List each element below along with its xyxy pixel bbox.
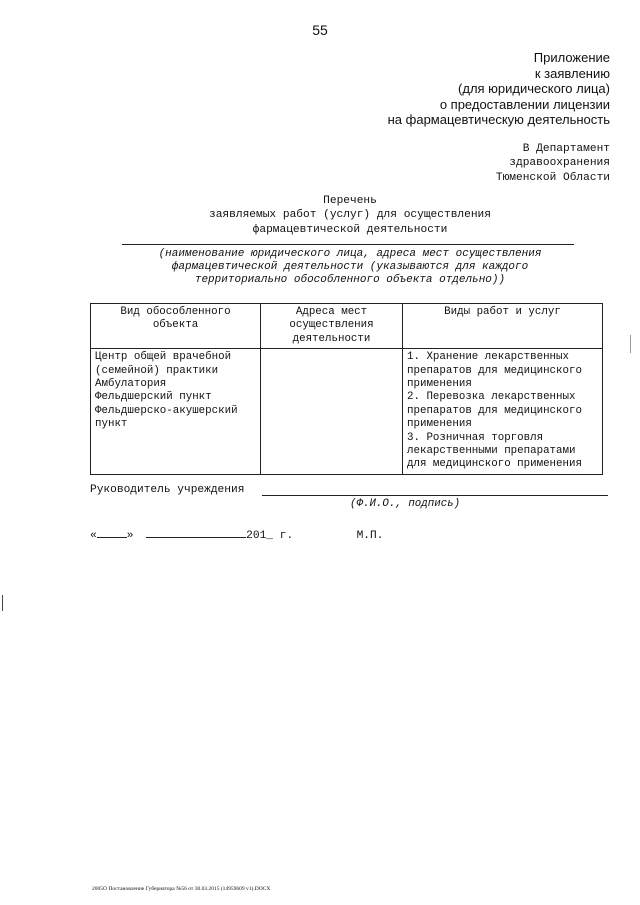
date-row	[90, 526, 383, 542]
object-item: Фельдшерский пункт	[95, 391, 212, 404]
subtitle-line-1: (наименование юридического лица, адреса мест осуществления	[158, 248, 542, 260]
service-item: 3. Розничная торговля лекарственными препаратами для медицинского применения	[407, 431, 582, 471]
works-table	[90, 303, 603, 475]
table-header-row	[91, 304, 603, 349]
title-line-1: Перечень	[323, 195, 377, 207]
table-row	[91, 349, 603, 475]
signature-label: Руководитель учреждения	[90, 484, 245, 496]
appendix-header	[388, 50, 610, 128]
date-open-quote: «	[90, 530, 97, 542]
object-item: Фельдшерско-акушерский пункт	[95, 404, 238, 431]
appendix-line-5: на фармацевтическую деятельность	[387, 112, 610, 128]
scan-edge-mark	[630, 335, 639, 353]
recipient-block	[496, 142, 610, 185]
appendix-line-3: (для юридического лица)	[458, 81, 610, 97]
signature-caption: (Ф.И.О., подпись)	[350, 498, 461, 510]
date-close-quote: »	[126, 530, 134, 542]
scan-margin-mark	[2, 595, 6, 611]
document-footer: 2005О Постановление Губернатора №56 от 30.03.2015 (14959609 v1).DOCX	[92, 886, 271, 892]
service-item: 2. Перевозка лекарственных препаратов для медицинского применения	[407, 391, 582, 431]
service-item: 1. Хранение лекарственных препаратов для медицинского применения	[407, 351, 582, 391]
appendix-line-1: Приложение	[533, 50, 610, 65]
signature-line	[262, 495, 608, 496]
addresses-cell	[261, 349, 403, 475]
seal-placeholder: М.П.	[356, 530, 384, 542]
header-services: Виды работ и услуг	[403, 304, 603, 349]
subtitle-line-3: территориально обособленного объекта отдельно))	[194, 274, 506, 287]
title-line-3: фармацевтической деятельности	[252, 223, 448, 236]
appendix-line-2: к заявлению	[534, 65, 610, 81]
services-cell	[403, 349, 603, 475]
object-types-cell	[91, 349, 261, 475]
month-blank	[146, 526, 246, 538]
organization-name-caption	[100, 248, 600, 288]
document-title	[120, 194, 580, 237]
recipient-line-1: В Департамент	[522, 143, 610, 155]
day-blank	[97, 526, 127, 538]
subtitle-line-2: фармацевтической деятельности (указываются для каждого	[171, 261, 529, 274]
header-object-type: Вид обособленного объекта	[91, 304, 261, 349]
organization-name-line	[122, 244, 574, 245]
object-item: Амбулатория	[95, 378, 167, 391]
date-year: 201_ г.	[246, 530, 294, 542]
object-item: Центр общей врачебной (семейной) практики	[95, 351, 232, 377]
recipient-line-3: Тюменской Области	[495, 171, 610, 184]
recipient-line-2: здравоохранения	[509, 157, 610, 170]
title-line-2: заявляемых работ (услуг) для осуществления	[209, 209, 491, 222]
header-addresses: Адреса мест осуществления деятельности	[261, 304, 403, 349]
appendix-line-4: о предоставлении лицензии	[439, 96, 610, 112]
page-number: 55	[312, 22, 328, 38]
